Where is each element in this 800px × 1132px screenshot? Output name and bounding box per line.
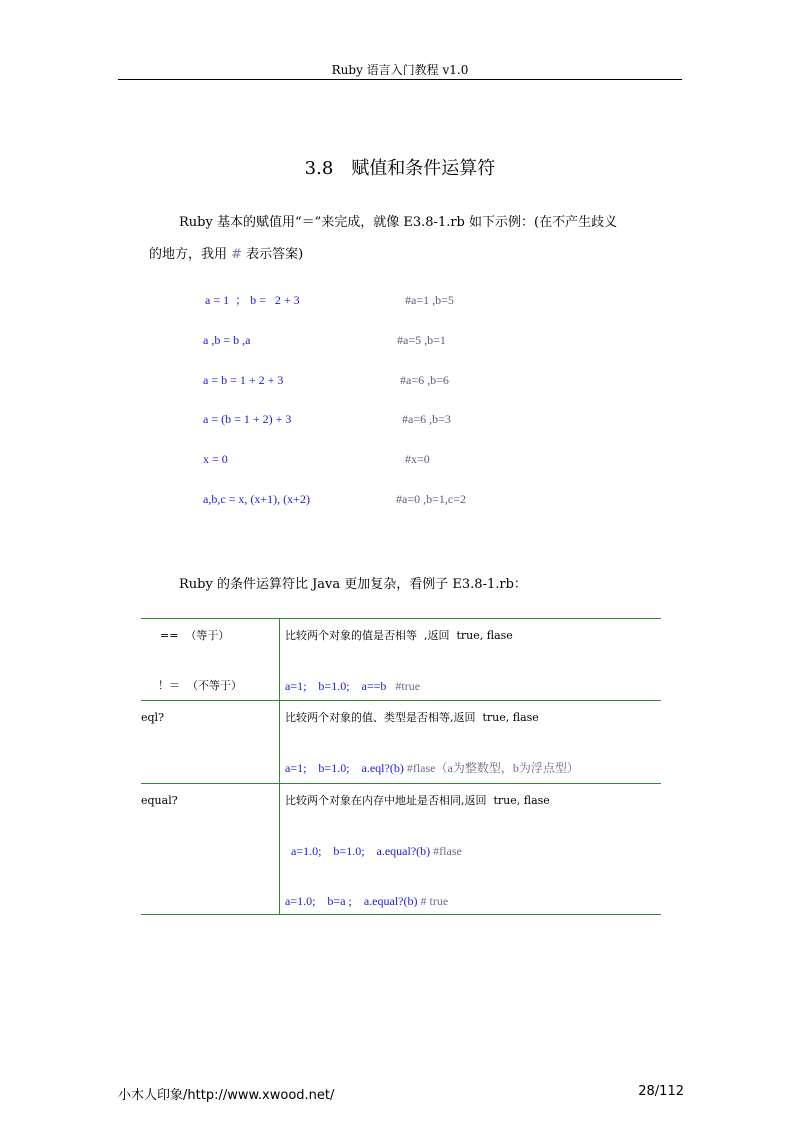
row-description: 比较两个对象在内存中地址是否相同,返回 true, flase [285,794,550,807]
operator-equal: == （等于） [160,629,230,642]
row-example-comment: #flase（a为整数型，b为浮点型） [403,761,579,775]
example-code-5: x = 0 [203,452,228,466]
row-example [285,679,420,694]
example-comment-4: #a=6 ,b=3 [402,412,451,426]
header-rule [118,79,682,80]
row-example [285,761,579,776]
example-code-6: a,b,c = x, (x+1), (x+2) [203,492,310,506]
row-example-comment: #flase [430,844,462,858]
example-code-2: a ,b = b ,a [203,333,251,347]
operator-table [141,618,661,915]
row-description: 比较两个对象的值、类型是否相等,返回 true, flase [285,711,539,724]
operator-equal-q: equal? [141,794,178,807]
table-row [141,619,661,701]
description-cell [280,619,662,701]
example-comment-1: #a=1 ,b=5 [405,293,454,307]
page-header: Ruby 语言入门教程 v1.0 [331,63,469,77]
example-comment-5: #x=0 [405,452,430,466]
example-code-3: a = b = 1 + 2 + 3 [203,373,284,387]
footer-site: 小木人印象/http://www.xwood.net/ [118,1088,335,1103]
table-intro: Ruby 的条件运算符比 Java 更加复杂，看例子 E3.8-1.rb： [179,577,527,592]
intro-hash: # [231,247,243,262]
example-comment-3: #a=6 ,b=6 [400,373,449,387]
row-example-code: a=1; b=1.0; a==b [285,679,387,693]
row-example-code: a=1; b=1.0; a.eql?(b) [285,761,404,775]
footer-page-number: 28/112 [638,1084,684,1099]
row-example-2 [285,894,448,909]
row-example-code: a=1.0; b=1.0; a.equal?(b) [291,844,431,858]
description-cell [280,784,662,915]
example-comment-2: #a=5 ,b=1 [397,333,446,347]
operator-not-equal: ！＝ （不等于） [158,679,242,692]
intro-line-2-text-a: 的地方，我用 [149,247,232,262]
operator-cell [141,701,280,784]
example-comment-6: #a=0 ,b=1,c=2 [396,492,466,506]
operator-cell [141,784,280,915]
row-example-2-code: a=1.0; b=a ; a.equal?(b) [285,894,418,908]
example-code-4: a = (b = 1 + 2) + 3 [203,412,292,426]
row-example-2-comment: # true [417,894,449,908]
operator-cell [141,619,280,701]
intro-line-1: Ruby 基本的赋值用“＝”来完成，就像 E3.8-1.rb 如下示例：(在不产生歧义 [179,215,618,230]
operator-eql: eql? [141,711,164,724]
row-description: 比较两个对象的值是否相等 ,返回 true, flase [285,629,513,642]
section-title: 3.8 赋值和条件运算符 [304,158,496,179]
example-code-1: a = 1 ； b = 2 + 3 [205,293,300,307]
row-example-comment: #true [386,679,421,693]
table-row [141,784,661,915]
table-row [141,701,661,784]
description-cell [280,701,662,784]
intro-line-2-text-b: 表示答案) [242,247,304,262]
row-example [291,844,462,859]
intro-line-2 [149,246,303,264]
